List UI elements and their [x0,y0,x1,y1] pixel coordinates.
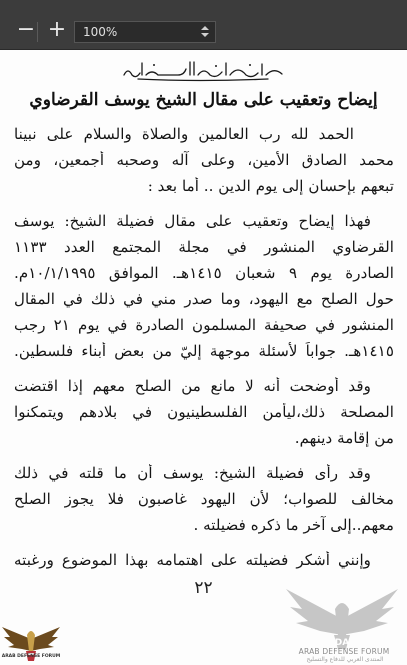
text-line: وقد رأى فضيلة الشيخ: يوسف أن ما قلته في ذلك [14,464,371,482]
logo-caption: ARAB DEFENSE FORUM [1,654,61,659]
watermark-text: ARAB DEFENSE FORUM [298,647,390,656]
article-title: إيضاح وتعقيب على مقال الشيخ يوسف القرضاوي [29,90,378,110]
text-line: وإنني أشكر فضيلته على اهتمامه بهذا الموضوع ورغبته [14,551,371,569]
text-line: القرضاوي المنشور في مجلة المجتمع العدد ١١٣٣ [14,238,394,256]
page-number: ٢٢ [194,578,213,598]
text-line: الحمد لله رب العالمين والصلاة والسلام على نبينا [14,125,354,143]
text-line: المصلحة ذلك،ليأمن الفلسطينيون في بلادهم ويتمكنوا [14,403,394,421]
text-line: من إقامة دينهم. [294,429,394,447]
text-line: معهم..إلى آخر ما ذكره فضيلته . [193,516,394,534]
text-line: المنشور في صحيفة المسلمون الصادرة في يوم ٢١ رجب [14,316,394,334]
text-line: تبعهم بإحسان إلى يوم الدين .. أما بعد : [147,177,394,195]
watermark-subtext: المنتدى العربي للدفاع والتسليح [306,656,384,663]
pdf-toolbar [0,0,407,50]
text-line: فهذا إيضاح وتعقيب على مقال فضيلة الشيخ: يوسف [14,212,371,230]
text-line: حول الصلح مع اليهود، وما صدر مني في ذلك في المقال [14,290,394,308]
document-page [0,50,407,665]
text-line: وقد أوضحت أنه لا مانع من الصلح معهم إذا اقتضت [14,377,371,395]
zoom-level-value: 100% [83,25,118,39]
zoom-out-button[interactable]: − [16,17,36,42]
watermark-logo-text: DA [334,638,350,648]
toolbar-divider [37,22,38,42]
basmala-calligraphy-icon [118,57,288,83]
text-line: محمد الصادق الأمين، وعلى آله وصحبه أجمعين، ومن [14,151,394,169]
text-line: ١٤١٥هـ. جواباً لأسئلة موجهة إليّ من بعض أبناء فلسطين. [14,342,394,360]
zoom-level-select[interactable] [74,21,216,43]
select-arrows-icon [201,25,209,39]
zoom-in-button[interactable]: + [47,17,67,42]
text-line: الصادرة يوم ٩ شعبان ١٤١٥هـ. الموافق ١٠/١/١٩٩٥م. [14,264,394,282]
text-line: مخالف للصواب؛ لأن اليهود غاصبون فلا يجوز الصلح [14,490,394,508]
